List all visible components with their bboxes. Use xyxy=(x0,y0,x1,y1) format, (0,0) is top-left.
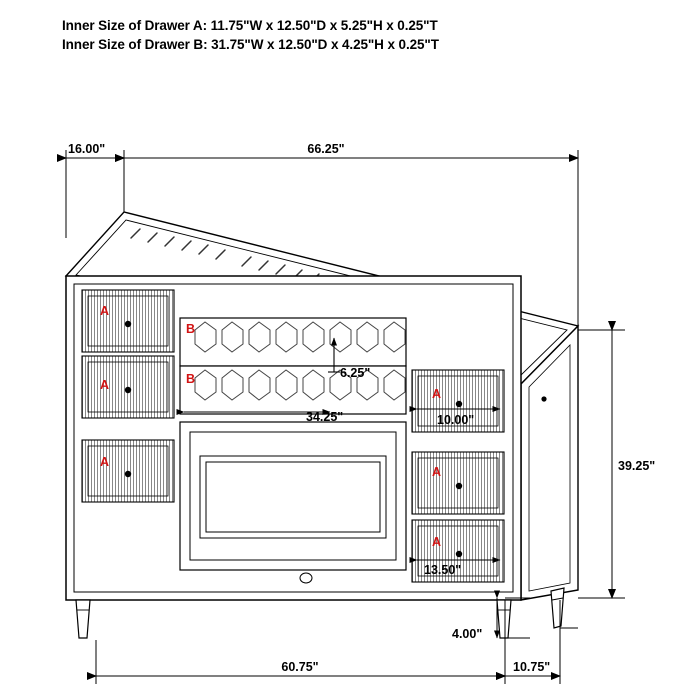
spec-drawer-a: Inner Size of Drawer A: 11.75"W x 12.50"D x 5.25"H x 0.25"T xyxy=(62,18,438,33)
dim-drawer-b-width: 34.25" xyxy=(306,410,344,424)
drawer-label-left-2: A xyxy=(100,378,110,392)
drawer-label-mid-1: B xyxy=(186,322,196,336)
dim-width-top: 66.25" xyxy=(307,142,345,156)
drawer-label-mid-2: B xyxy=(186,372,196,386)
drawer-label-right-1: A xyxy=(432,387,442,401)
drawer-label-right-2: A xyxy=(432,465,442,479)
drawer-label-right-3: A xyxy=(432,535,442,549)
dim-depth-top: 16.00" xyxy=(68,142,106,156)
dim-drawer-a-right-width: 10.00" xyxy=(437,413,475,427)
dim-foot-depth: 10.75" xyxy=(513,660,551,674)
dim-drawer-a-bottom-width: 13.50" xyxy=(424,563,462,577)
drawer-label-left-3: A xyxy=(100,455,110,469)
dim-width-bottom: 60.75" xyxy=(281,660,319,674)
drawer-label-left-1: A xyxy=(100,304,110,318)
spec-drawer-b: Inner Size of Drawer B: 31.75"W x 12.50"D x 4.25"H x 0.25"T xyxy=(62,37,439,52)
dim-drawer-b-height: 6.25" xyxy=(340,366,371,380)
dim-leg-height: 4.00" xyxy=(452,627,483,641)
dim-height-right: 39.25" xyxy=(618,459,656,473)
